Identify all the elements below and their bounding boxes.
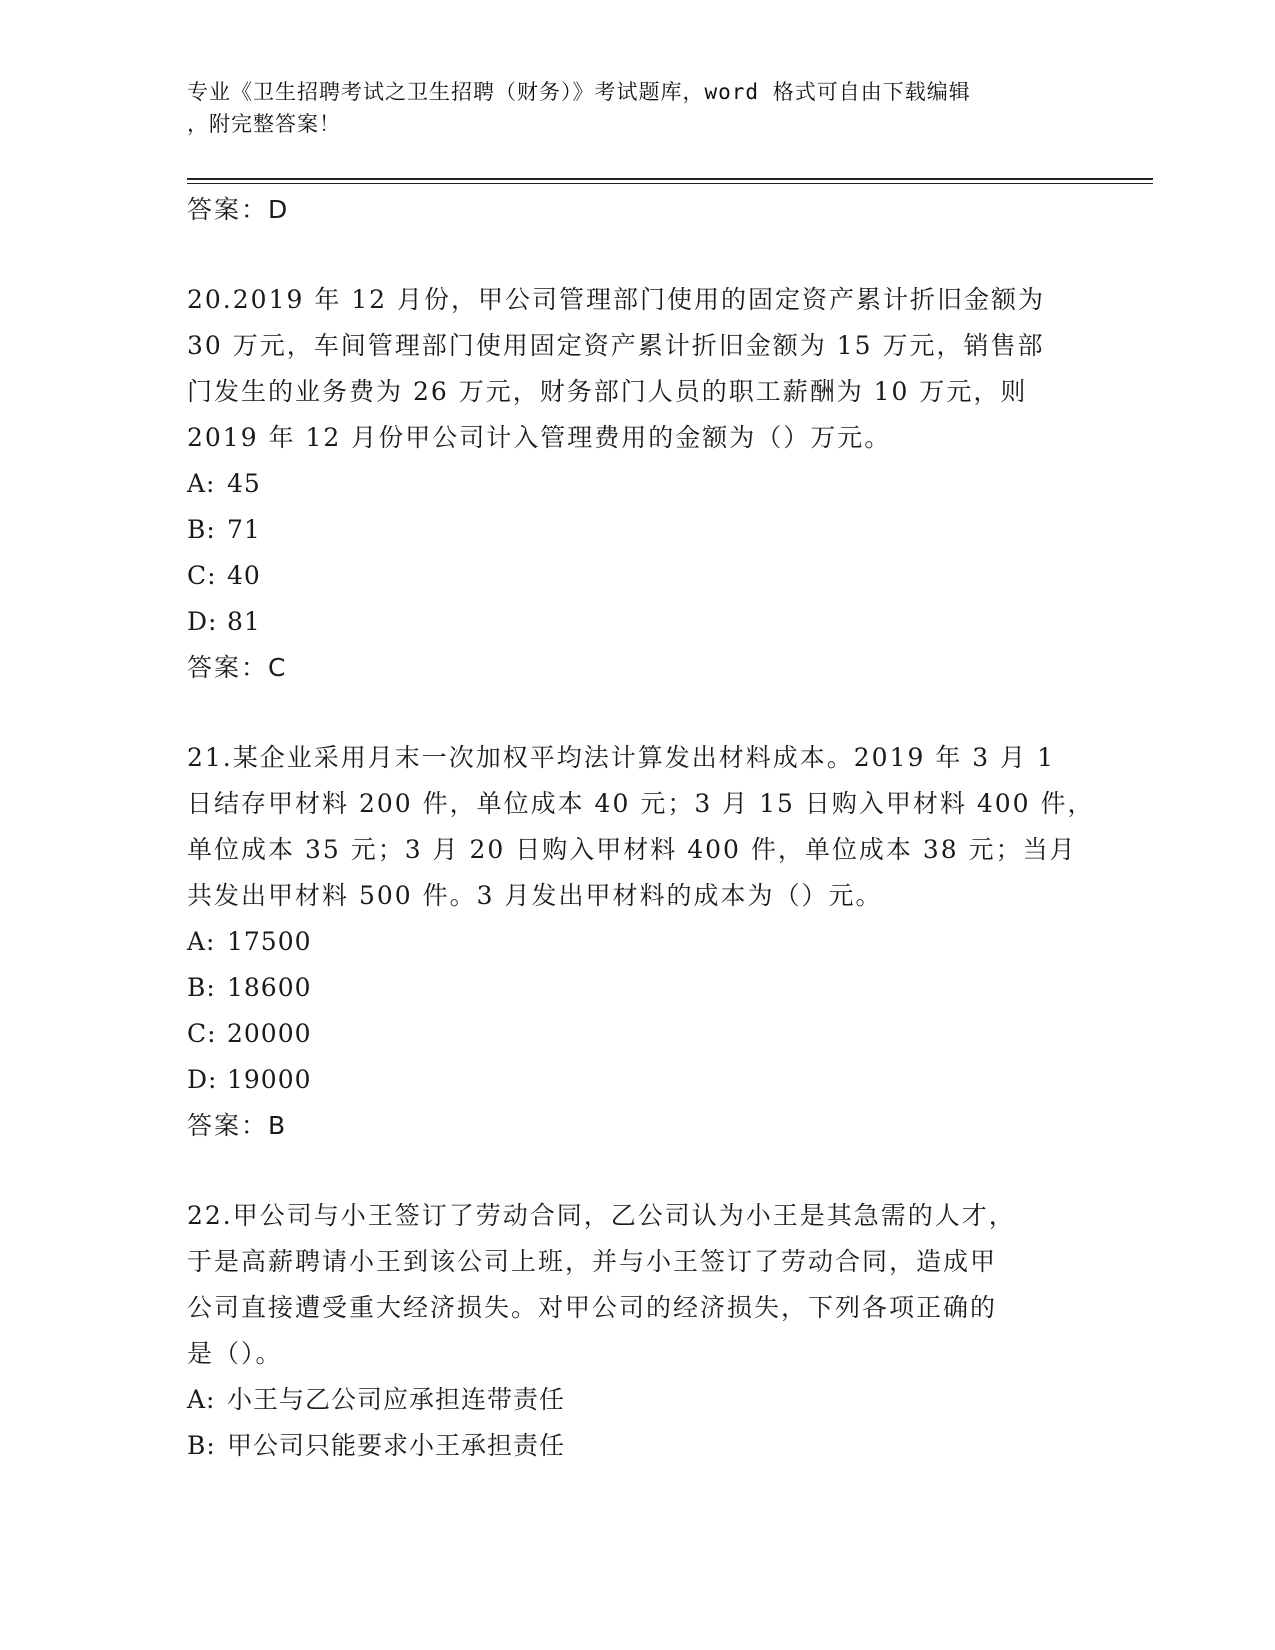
option-key: A: <box>187 1385 216 1414</box>
option-key: B: <box>187 973 216 1002</box>
page-header <box>187 76 1067 140</box>
option-b <box>187 1423 1087 1469</box>
question-stem-line: 于是高薪聘请小王到该公司上班，并与小王签订了劳动合同，造成甲 <box>187 1247 998 1276</box>
question-answer: 答案：B <box>187 1111 288 1140</box>
option-key: A: <box>187 469 216 498</box>
option-key: C: <box>187 561 217 590</box>
option-text: 45 <box>227 469 261 498</box>
option-text: 19000 <box>227 1065 312 1094</box>
option-text: 18600 <box>227 973 312 1002</box>
option-text: 81 <box>227 607 261 636</box>
question-answer: 答案：C <box>187 653 288 682</box>
option-b <box>187 507 1087 553</box>
question-20 <box>187 277 1087 691</box>
header-divider-thin <box>187 183 1153 184</box>
question-list <box>187 187 1095 1469</box>
header-title-line-2: ，附完整答案！ <box>187 112 341 136</box>
option-d <box>187 1057 1087 1103</box>
option-key: C: <box>187 1019 217 1048</box>
question-21 <box>187 735 1095 1149</box>
option-key: D: <box>187 607 218 636</box>
option-d <box>187 599 1087 645</box>
option-key: A: <box>187 927 216 956</box>
question-stem-line: 共发出甲材料 500 件。3 月发出甲材料的成本为（）元。 <box>187 881 883 910</box>
option-key: B: <box>187 515 216 544</box>
option-c <box>187 1011 1087 1057</box>
header-divider-thick <box>187 178 1153 180</box>
option-key: D: <box>187 1065 218 1094</box>
question-stem-line: 单位成本 35 元；3 月 20 日购入甲材料 400 件，单位成本 38 元；当月 <box>187 835 1077 864</box>
option-text: 40 <box>227 561 261 590</box>
option-text: 17500 <box>227 927 312 956</box>
question-stem-line: 2019 年 12 月份甲公司计入管理费用的金额为（）万元。 <box>187 423 892 452</box>
question-stem-line: 门发生的业务费为 26 万元，财务部门人员的职工薪酬为 10 万元，则 <box>187 377 1028 406</box>
option-a <box>187 919 1087 965</box>
question-stem-line: 是（）。 <box>187 1339 283 1368</box>
option-text: 甲公司只能要求小王承担责任 <box>227 1431 566 1460</box>
option-a <box>187 1377 1087 1423</box>
previous-answer: 答案：D <box>187 195 290 224</box>
question-stem-line: 公司直接遭受重大经济损失。对甲公司的经济损失，下列各项正确的 <box>187 1293 998 1322</box>
question-stem-line: 20.2019 年 12 月份，甲公司管理部门使用的固定资产累计折旧金额为 <box>187 285 1046 314</box>
option-text: 20000 <box>227 1019 312 1048</box>
header-title-line-1: 专业《卫生招聘考试之卫生招聘（财务）》考试题库，word 格式可自由下载编辑 <box>187 80 971 104</box>
option-text: 小王与乙公司应承担连带责任 <box>227 1385 566 1414</box>
option-a <box>187 461 1087 507</box>
option-c <box>187 553 1087 599</box>
question-stem-line: 21.某企业采用月末一次加权平均法计算发出材料成本。2019 年 3 月 1 <box>187 743 1055 772</box>
option-text: 71 <box>227 515 261 544</box>
question-stem-line: 日结存甲材料 200 件，单位成本 40 元；3 月 15 日购入甲材料 400 件， <box>187 789 1095 818</box>
question-22 <box>187 1193 1087 1469</box>
option-key: B: <box>187 1431 216 1460</box>
question-stem-line: 30 万元，车间管理部门使用固定资产累计折旧金额为 15 万元，销售部 <box>187 331 1045 360</box>
question-stem-line: 22.甲公司与小王签订了劳动合同，乙公司认为小王是其急需的人才， <box>187 1201 1016 1230</box>
option-b <box>187 965 1087 1011</box>
